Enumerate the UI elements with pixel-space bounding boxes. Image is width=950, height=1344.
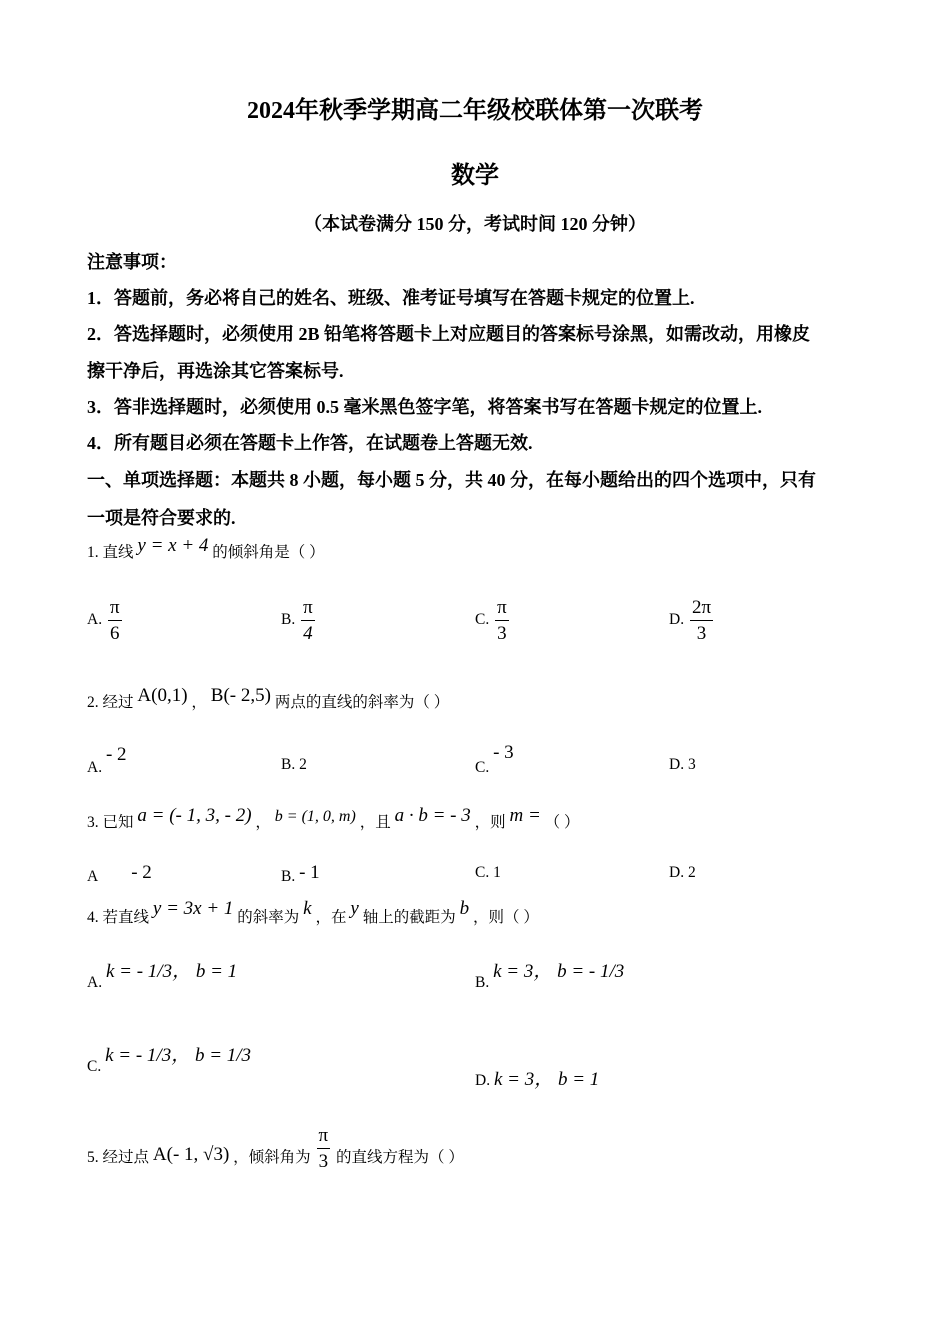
fraction-denominator: 4 [301, 620, 315, 643]
exam-title: 2024年秋季学期高二年级校联体第一次联考 [247, 98, 703, 124]
q4-equation: y = 3x + 1 [152, 898, 234, 919]
q3-separator-2: ，且 [359, 814, 391, 831]
exam-info: （本试卷满分 150 分，考试时间 120 分钟） [304, 214, 646, 234]
q2-suffix: 两点的直线的斜率为（ ） [274, 694, 450, 711]
q1-equation: y = x + 4 [137, 535, 209, 556]
section-heading: 一、单项选择题：本题共 8 小题，每小题 5 分，共 40 分，在每小题给出的四个选项中，只有 [87, 470, 816, 490]
q3-separator-3: ，则 [474, 814, 506, 831]
q5-text-1: ，倾斜角为 [233, 1149, 311, 1167]
fraction-numerator: π [109, 597, 120, 618]
option-label: A. [87, 759, 103, 776]
q4-k: k [303, 898, 312, 919]
q1-option-b[interactable] [281, 598, 317, 643]
option-label: D. [475, 1072, 491, 1089]
option-value: k = 3， b = - 1/3 [493, 961, 625, 982]
q5-point: A(- 1, √3) [152, 1144, 230, 1166]
question-5 [87, 1126, 464, 1171]
fraction-denominator: 3 [690, 620, 713, 643]
note-item-1: 1．答题前，务必将自己的姓名、班级、准考证号填写在答题卡规定的位置上. [87, 288, 695, 308]
q2-option-a[interactable] [87, 744, 127, 776]
option-value: k = - 1/3， b = 1/3 [105, 1045, 252, 1066]
q3-option-b[interactable] [281, 862, 320, 884]
fraction-numerator: π [303, 597, 313, 618]
question-2 [87, 684, 450, 711]
note-item-4: 4．所有题目必须在答题卡上作答，在试题卷上答题无效. [87, 433, 533, 453]
q3-option-d[interactable] [669, 864, 696, 882]
option-label: B. [281, 868, 296, 885]
q4-prefix: 4. 若直线 [87, 909, 150, 926]
option-value: - 3 [493, 742, 514, 763]
q4-b: b [459, 898, 470, 919]
q3-option-c[interactable] [475, 864, 501, 882]
q4-text-1: 的斜率为 [237, 909, 300, 926]
q3-vector-a: a = (- 1, 3, - 2) [137, 805, 252, 826]
option-label: D. 3 [669, 756, 696, 773]
q2-option-b[interactable] [281, 756, 307, 774]
q1-option-c[interactable] [475, 598, 511, 643]
q3-option-a[interactable] [87, 862, 152, 884]
q4-suffix: ，则（ ） [472, 909, 539, 926]
option-label: B. [475, 974, 490, 991]
q2-separator: ， [191, 694, 207, 711]
option-label: D. 2 [669, 864, 696, 881]
q3-separator: ， [255, 814, 271, 831]
question-4 [87, 897, 539, 926]
q4-option-c[interactable] [87, 1040, 252, 1075]
option-value: k = - 1/3， b = 1 [105, 961, 238, 982]
fraction-denominator: 3 [317, 1148, 331, 1171]
option-value: - 2 [131, 862, 152, 883]
option-label: B. 2 [281, 756, 307, 773]
q1-option-a[interactable] [87, 598, 124, 643]
option-label: C. [475, 611, 490, 629]
note-item-2-cont: 擦干净后，再选涂其它答案标号. [87, 361, 344, 381]
fraction-numerator: π [497, 597, 507, 618]
option-value: k = 3， b = 1 [493, 1069, 600, 1090]
q2-point-a: A(0,1) [137, 685, 188, 706]
q4-text-3: 轴上的截距为 [362, 909, 456, 926]
q3-dot-product: a · b = - 3 [394, 805, 471, 826]
fraction-numerator: π [318, 1125, 329, 1146]
q1-suffix: 的倾斜角是（ ） [212, 544, 325, 561]
q4-option-d[interactable] [475, 1064, 599, 1091]
q3-m-expression: m = [509, 805, 541, 826]
fraction-numerator: 2π [691, 597, 712, 618]
note-item-2: 2．答选择题时，必须使用 2B 铅笔将答题卡上对应题目的答案标号涂黑，如需改动，用橡皮 [87, 324, 811, 344]
subject-title: 数学 [451, 163, 499, 189]
q4-option-b[interactable] [475, 956, 625, 991]
option-label: C. [87, 1058, 102, 1075]
q4-text-2: ，在 [315, 909, 347, 926]
option-label: C. [475, 759, 490, 776]
q1-prefix: 1. 直线 [87, 544, 134, 561]
option-label: D. [669, 611, 685, 629]
q4-option-a[interactable] [87, 956, 238, 991]
option-label: B. [281, 611, 296, 629]
option-label: A [87, 868, 98, 885]
q2-point-b: B(- 2,5) [210, 685, 271, 706]
fraction-denominator: 6 [108, 620, 122, 643]
q3-vector-b: b = (1, 0, m) [274, 808, 356, 825]
option-value: - 2 [105, 744, 127, 765]
option-label: C. 1 [475, 864, 501, 881]
q5-suffix: 的直线方程为（ ） [336, 1149, 464, 1167]
q2-prefix: 2. 经过 [87, 694, 134, 711]
notes-heading: 注意事项： [87, 252, 177, 272]
q4-y: y [350, 898, 359, 919]
q1-option-d[interactable] [669, 598, 715, 643]
q3-suffix: （ ） [544, 814, 580, 831]
fraction-denominator: 3 [495, 620, 509, 643]
q2-option-d[interactable] [669, 756, 696, 774]
section-heading-cont: 一项是符合要求的. [87, 508, 236, 528]
q3-prefix: 3. 已知 [87, 814, 134, 831]
question-1 [87, 535, 325, 563]
note-item-3: 3．答非选择题时，必须使用 0.5 毫米黑色签字笔，将答案书写在答题卡规定的位置上. [87, 397, 762, 417]
q2-option-c[interactable] [475, 742, 514, 776]
option-label: A. [87, 974, 103, 991]
question-3 [87, 804, 580, 831]
option-label: A. [87, 611, 103, 629]
option-value: - 1 [299, 862, 320, 883]
q5-prefix: 5. 经过点 [87, 1149, 150, 1167]
